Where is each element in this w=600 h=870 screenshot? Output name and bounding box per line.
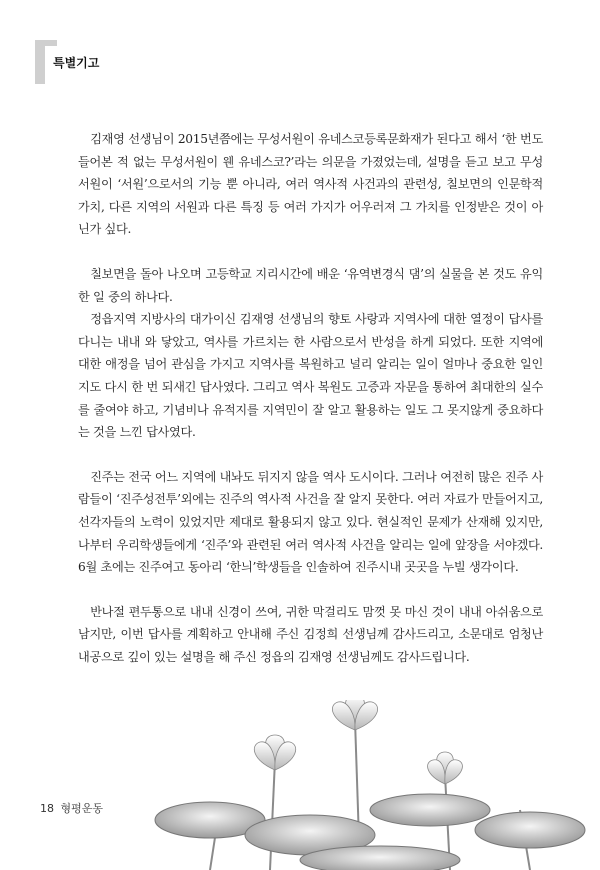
page-footer — [40, 800, 103, 816]
paragraph: 정읍지역 지방사의 대가이신 김재영 선생님의 향토 사랑과 지역사에 대한 열정이 답사를 다니는 내내 와 닿았고, 역사를 가르치는 한 사람으로서 반성을 하게 되었다. 또한 지역에 대한 애정을 넘어 관심을 가지고 지역사를 복원하고 널리 알리는 일이 얼마나 중요한 일인지도 다시 한 번 되새긴 답사였다. 그리고 역사 복원도 고증과 자문을 통하여 최대한의 실수를 줄여야 하고, 기념비나 유적지를 지역민이 잘 알고 활용하는 일도 그 못지않게 중요하다는 것을 느낀 답사였다. — [78, 312, 543, 440]
paragraph: 칠보면을 돌아 나오며 고등학교 지리시간에 배운 ‘유역변경식 댐’의 실물을 본 것도 유익한 일 중의 하나다. — [78, 266, 543, 304]
section-bracket-mark — [35, 40, 45, 84]
page-number: 18 — [40, 802, 54, 815]
section-header — [35, 40, 155, 85]
paragraph: 김재영 선생님이 2015년쯤에는 무성서원이 유네스코등록문화재가 된다고 해서 ‘한 번도 들어본 적 없는 무성서원이 웬 유네스코?’라는 의문을 가졌었는데, 설명을 듣고 보고 무성서원이 ‘서원’으로서의 기능 뿐 아니라, 여러 역사적 사건과의 관련성, 칠보면의 인문학적 가치, 다른 지역의 서원과 다른 특징 등 여러 가지가 어우러져 그 가치를 인정받은 것이 아닌가 싶다. — [78, 132, 543, 237]
publication-name: 형평운동 — [60, 802, 104, 815]
section-title: 특별기고 — [53, 56, 100, 70]
paragraph: 반나절 편두통으로 내내 신경이 쓰여, 귀한 막걸리도 맘껏 못 마신 것이 내내 아쉬움으로 남지만, 이번 답사를 계획하고 안내해 주신 김정희 선생님께 감사드리고, 소문대로 엄청난 내공으로 깊이 있는 설명을 해 주신 정읍의 김재영 선생님께도 감사드립니다. — [78, 604, 543, 664]
lotus-illustration — [150, 700, 600, 870]
article-body — [78, 128, 543, 668]
paragraph: 진주는 전국 어느 지역에 내놔도 뒤지지 않을 역사 도시이다. 그러나 여전히 많은 진주 사람들이 ‘진주성전투’외에는 진주의 역사적 사건을 잘 알지 못한다. 여러 자료가 만들어지고, 선각자들의 노력이 있었지만 제대로 활용되지 않고 있다. 현실적인 문제가 산재해 있지만, 나부터 우리학생들에게 ‘진주’와 관련된 여러 역사적 사건을 알리는 일에 앞장을 서야겠다. 6월 초에는 진주여고 동아리 ‘한늬’학생들을 인솔하여 진주시내 곳곳을 누빌 생각이다. — [78, 469, 543, 575]
